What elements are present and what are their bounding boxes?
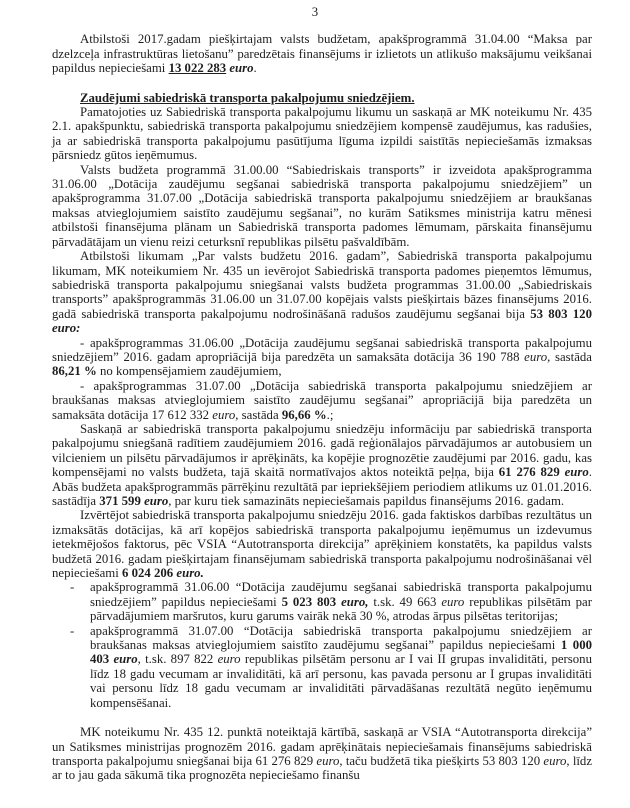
text-run: no kompensējamiem zaudējumiem, [96, 364, 282, 379]
text-run: euro [144, 494, 169, 508]
paragraph [52, 249, 596, 336]
paragraph [52, 162, 596, 249]
text-run: Valsts budžeta programmā 31.00.00 “Sabiedriskais transports” ir izveidota apakšprogramma 31.06.00 „Dotācija zaudējumu segšanai sabiedriskā transporta pakalpojumu sniedzējiem” un apakšprogramma 31.07.00 „Dotācija sabiedriskā transporta pakalpojumu sniedzējiem ar braukšanas maksas atvieglojumiem saistīto zaudējumu segšanai”, no kurām Satiksmes ministrija katru mēnesi atbilstoši finansējuma plānam un Sabiedriskā transporta padomes lēmumam, pārskaita finansējumu pārvadātājam un vienu reizi ceturksnī republikas pilsētu pašvaldībām. [52, 162, 596, 249]
text-run: , t.sk. 897 822 [137, 652, 218, 667]
text-run: Atbilstoši likumam „Par valsts budžetu 2016. gadam”, Sabiedriskā transporta pakalpojumu likumam, MK noteikumiem Nr. 435 un ievērojot Sabiedriskā transporta padomes pieņemtos lēmumus, sabiedriskā transporta pakalpojumu sniegšanai valsts budžeta programmas 31.00.00 „Sabiedriskais transports” apakšprogrammās 31.06.00 un 31.07.00 kopējais valsts piešķirtais bāzes finansējums 2016. gadā sabiedriskā transporta pakalpojumu nodrošināšanā radušos zaudējumu segšanai bija [52, 249, 596, 321]
document-body [52, 32, 596, 783]
list-item [52, 580, 596, 624]
text-run: , līdz ar to jau gada sākumā tika prognozēta nepieciešamo finanšu [52, 753, 596, 783]
text-run: sastāda [238, 407, 282, 422]
text-run: euro [113, 652, 138, 667]
text-run: , taču budžetā tika piešķirts 53 803 120 [339, 753, 544, 768]
section-heading [52, 91, 592, 105]
text-run: euro [316, 753, 340, 768]
text-run: euro, [524, 349, 551, 364]
text-run: 61 276 829 [498, 465, 565, 480]
paragraph [52, 105, 596, 163]
paragraph [52, 508, 596, 581]
text-run: Izvērtējot sabiedriskā transporta pakalpojumu sniedzēju 2016. gada faktiskos darbības rezultātus un izmaksātās dotācijas, kā arī kopējos sabiedriskā transporta pakalpojumu ieņēmumus un izdevumus ietekmējošos faktorus, pēc VSIA “Autotransporta direkcija” aprēķiniem konstatēts, ka papildus valsts budžetā 2016. gadam piešķirtajam finansējumam sabiedriskā transporta pakalpojumu nodrošināšanai vēl nepieciešami [52, 508, 596, 581]
text-run: euro. [176, 566, 204, 581]
text-run: 5 023 803 [281, 594, 342, 609]
dash-marker: - [70, 623, 75, 638]
paragraph [52, 378, 596, 422]
text-run: euro [564, 465, 589, 480]
text-run: euro: [52, 321, 81, 336]
text-run: 6 024 206 [122, 566, 177, 581]
paragraph [52, 725, 596, 783]
text-run: euro [217, 652, 241, 667]
text-run: euro [441, 594, 465, 609]
text-run: , par kuru tiek samazināts nepieciešamais papildus finansējums 2016. gadam. [168, 494, 565, 508]
text-run: 1 000 403 [90, 638, 596, 667]
page-number: 3 [311, 5, 319, 19]
text-run: Pamatojoties uz Sabiedriskā transporta pakalpojumu likumu un saskaņā ar MK noteikumu Nr. 435 2.1. apakšpunktu, sabiedriskā transporta pakalpojumu sniedzējiem kompensē zaudējumus, kas radušies, ja ar sabiedriskā transporta pakalpojumu pasūtījuma līguma izpildi saistītās nepieciešamās izmaksas pārsniedz gūtos ieņēmumus. [52, 105, 596, 163]
paragraph [52, 32, 596, 76]
list-item [52, 623, 596, 710]
text-run: 86,21 % [52, 364, 97, 379]
paragraph [52, 421, 596, 508]
text-run: . Abās budžeta apakšprogrammās pārrēķinu rezultātā par iepriekšējiem periodiem atlikums uz 01.01.2016. sastādīja [52, 465, 596, 508]
text-run: euro [229, 61, 254, 76]
text-run: .; [326, 407, 334, 422]
text-run: . [253, 61, 257, 76]
text-run: apakšprogrammā 31.07.00 “Dotācija sabiedriskā transporta pakalpojumu sniedzējiem ar braukšanas maksas atvieglojumiem saistīto zaudējumu segšanai” papildus nepieciešami [90, 623, 596, 653]
text-run: 96,66 % [281, 407, 327, 422]
text-run: Zaudējumi sabiedriskā transporta pakalpojumu sniedzējiem. [80, 90, 415, 105]
dash-marker: - [70, 580, 75, 595]
text-run: MK noteikumu Nr. 435 12. punktā noteiktajā kārtībā, saskaņā ar VSIA “Autotransporta direkcija” un Satiksmes ministrijas prognozēm 2016. gadam aprēķinātais nepieciešamais finansējums sabiedriskā transporta pakalpojumu sniegšanai bija 61 276 829 [52, 725, 596, 768]
text-run: republikas pilsētām par pārvadājumiem maršrutos, kuru garums vairāk nekā 30 %, atrodas ārpus pilsētas teritorijas; [90, 594, 596, 624]
text-run: apakšprogrammā 31.06.00 “Dotācija zaudējumu segšanai sabiedriskā transporta pakalpojumu sniedzējiem” papildus nepieciešami [90, 580, 596, 609]
text-run: 371 599 [99, 494, 145, 508]
text-run: euro, [341, 594, 369, 609]
text-run: 13 022 283 [168, 61, 227, 76]
text-run: republikas pilsētām personu ar I vai II grupas invaliditāti, personu līdz 18 gadu vecumam ar invaliditāti, kā arī personu, kas pavada personu ar I grupas invaliditāti vai personu līdz 18 gadu vecumam ar invaliditāti pārvadāšanas rezultātā negūto ieņēmumu kompensēšanai. [90, 652, 596, 710]
text-run: Atbilstoši 2017.gadam piešķirtajam valsts budžetam, apakšprogrammā 31.04.00 “Maksa par dzelzceļa infrastruktūras lietošanu” paredzētais finansējums ir izlietots un atlikušo maksājumu veikšanai papildus nepieciešami [52, 32, 596, 76]
text-run: euro, [212, 407, 239, 422]
text-run: sastāda [550, 349, 596, 364]
text-run: t.sk. 49 663 [368, 594, 442, 609]
paragraph [52, 335, 596, 379]
text-run: euro [543, 753, 567, 768]
text-run: - apakšprogrammas 31.06.00 „Dotācija zaudējumu segšanai sabiedriskā transporta pakalpojumu sniedzējiem” 2016. gadam apropriācijā bija paredzēta un samaksāta dotācija 36 190 788 [52, 335, 596, 364]
text-run: 53 803 120 [530, 306, 596, 321]
text-run: Saskaņā ar sabiedriskā transporta pakalpojumu sniedzēju informāciju par sabiedriskā transporta pakalpojumu sniegšanā radītiem zaudējumiem 2016. gadā reģionālajos pārvadājumos ar autobusiem un vilcieniem un pilsētu pārvadājumos ir aprēķināts, ka kopējie prognozētie zaudējumi par 2016. gadu, kas kompensējami no valsts budžeta, tajā skaitā normatīvajos aktos noteiktā peļņa, bija [52, 421, 596, 480]
text-run: - apakšprogrammas 31.07.00 „Dotācija sabiedriskā transporta pakalpojumu sniedzējiem ar braukšanas maksas atvieglojumiem saistīto zaudējumu segšanai” apropriācijā bija paredzēta un samaksāta dotācija 17 612 332 [52, 378, 596, 422]
